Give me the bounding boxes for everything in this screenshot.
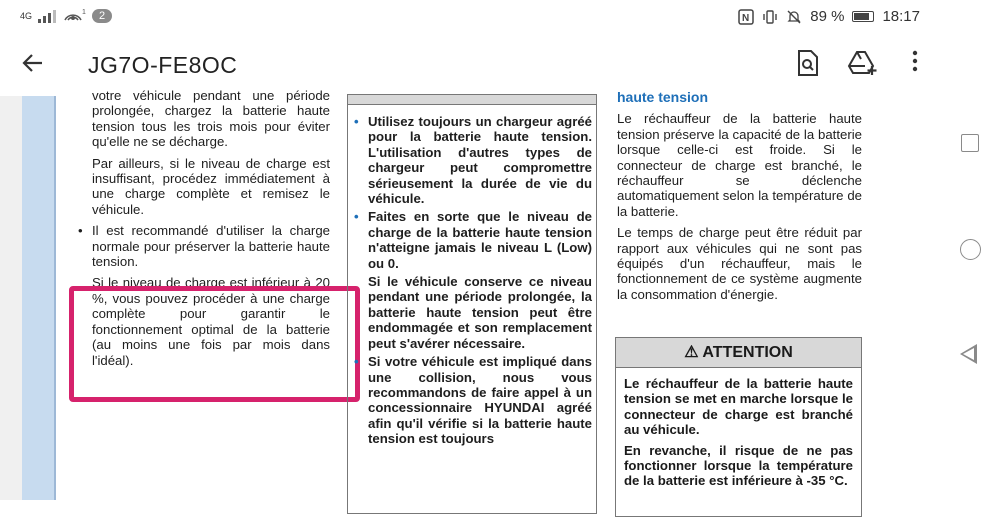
page-margin-strip [22,96,56,500]
warning-triangle-icon: ⚠ [684,344,703,361]
paragraph: Par ailleurs, si le niveau de charge est insuffisant, procédez immédiatement à une charge complète et remisez le véhicule. [92,155,330,217]
status-bar-right [738,8,920,25]
text-column-3 [617,90,862,308]
bullet-item: • Si votre véhicule est impliqué dans une collision, nous vous recommandons de faire appel à un concessionnaire HYUNDAI agréé afin qu'il vérifie si la batterie haute tension est toujours [354,354,592,446]
paragraph: votre véhicule pendant une période prolongée, chargez la batterie haute tension tous les trois mois pour éviter qu'elle ne se décharge. [92,88,330,150]
attention-header [616,338,861,368]
highlight-box [69,286,360,402]
document-viewer[interactable] [0,88,940,500]
mute-icon [786,9,802,25]
navigation-bar [940,96,1000,500]
home-icon[interactable] [960,239,981,260]
bullet-item: • Utilisez toujours un chargeur agréé pour la batterie haute tension. L'utilisation d'autres types de chargeur peut compromettre sérieusement la durée de vie du véhicule. [354,114,592,206]
text-column-2 [354,114,592,450]
status-bar [0,0,1000,34]
svg-text:1: 1 [82,9,86,16]
document-page [22,88,940,500]
network-type-label: 4G [20,10,33,21]
notification-count-badge: 2 [92,9,112,23]
paragraph: En revanche, il risque de ne pas fonctionner lorsque la température de la batterie est inférieure à -35 °C. [624,442,853,489]
vibrate-icon [762,9,778,25]
signal-icon [38,9,58,23]
warning-box-header [348,95,596,105]
attention-title: ATTENTION [702,344,793,361]
search-document-icon[interactable] [793,50,823,80]
back-icon-inner [963,348,974,360]
recent-apps-icon[interactable] [961,134,979,152]
battery-percent: 89 % [810,8,845,25]
bullet-item: • Faites en sorte que le niveau de charge de la batterie haute tension n'atteigne jamais le niveau L (Low) ou 0. [354,209,592,271]
attention-body [616,368,861,489]
drive-add-icon[interactable] [848,50,878,80]
app-bar [0,34,940,96]
document-title: JG7O-FE8OC [88,52,238,78]
more-vert-icon[interactable] [900,50,930,80]
paragraph: Si le véhicule conserve ce niveau pendant une période prolongée, la batterie haute tension peut être endommagée et son remplacement peut s'avérer nécessaire. [368,274,592,351]
battery-icon [852,11,874,22]
hotspot-icon [64,8,86,24]
paragraph: Le temps de charge peut être réduit par rapport aux véhicules qui ne sont pas équipés d'un réchauffeur, mais le fonctionnement de ce système augmente la consommation d'énergie. [617,225,862,302]
status-bar-left [20,8,112,24]
section-heading: haute tension [617,89,709,105]
back-arrow-icon[interactable] [20,50,50,80]
nfc-icon [738,9,754,25]
paragraph: Le réchauffeur de la batterie haute tension préserve la capacité de la batterie lorsque celle-ci est froide. Si le connecteur de charge est branché, le réchauffeur se déclenche automatiquement selon la température de la batterie. [617,111,862,219]
svg-text:N: N [742,12,750,24]
bullet-item: • Il est recommandé d'utiliser la charge normale pour préserver la batterie haute tension. [68,223,330,269]
clock: 18:17 [882,8,920,25]
attention-box [615,337,862,517]
highlighted-paragraph: Si le niveau de charge est inférieur à 20 %, vous pouvez procéder à une charge complète pour garantir le fonctionnement optimal de la batterie (au moins une fois par mois dans l'idéal). [92,275,330,368]
paragraph: Le réchauffeur de la batterie haute tension se met en marche lorsque le connecteur de charge est branché au véhicule. [624,376,853,438]
battery-level-fill [854,13,869,20]
